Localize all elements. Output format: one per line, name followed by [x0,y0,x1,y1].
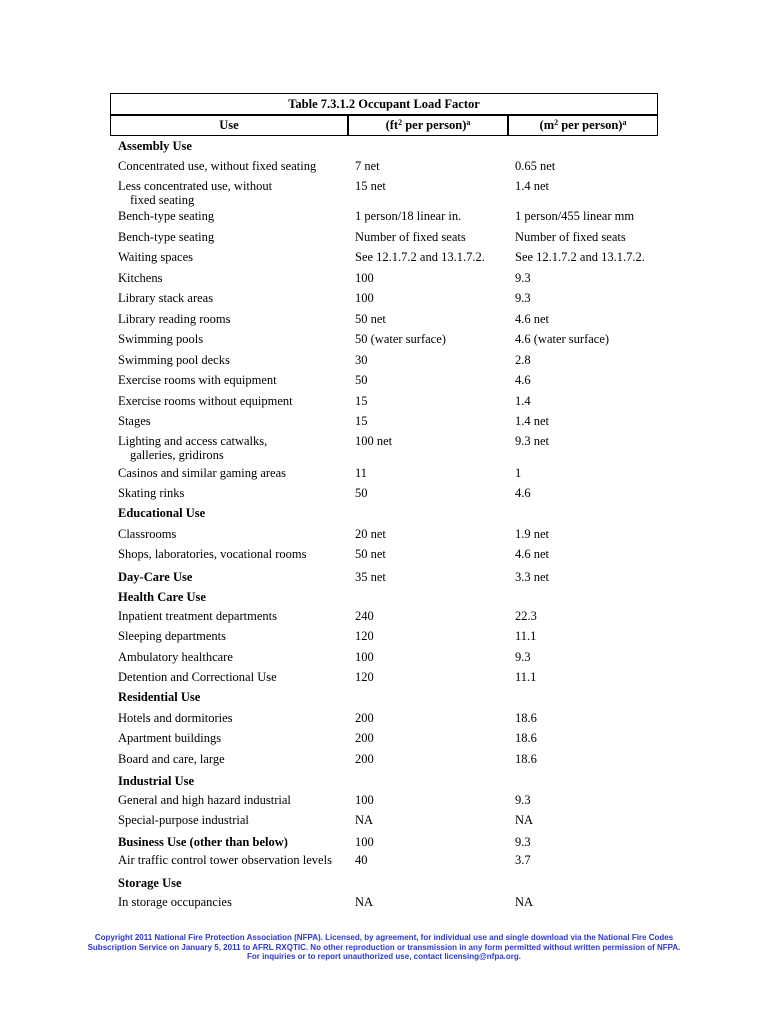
ft2-cell: 50 net [355,312,386,326]
use-text: Shops, laboratories, vocational rooms [118,547,307,561]
use-cell [118,650,350,664]
use-text: Business Use (other than below) [118,835,288,849]
m2-cell: NA [515,895,534,909]
ft2-cell: 15 [355,394,368,408]
use-text: Sleeping departments [118,629,226,643]
use-cell [118,853,350,867]
footer-line-2: Subscription Service on January 5, 2011 to AFRL RXQTIC. No other reproduction or transmission in any form permitted without written permission of NFPA. [87,942,681,952]
use-cell [118,629,350,643]
use-text: Board and care, large [118,752,225,766]
use-text: Air traffic control tower observation levels [118,853,332,867]
use-cell [118,291,350,305]
use-text: Less concentrated use, without [118,179,273,193]
ft2-cell: 1 person/18 linear in. [355,209,462,223]
use-text: Assembly Use [118,139,192,153]
use-text: Stages [118,414,151,428]
ft2-cell: NA [355,895,374,909]
use-text: Educational Use [118,506,206,520]
use-text: Hotels and dormitories [118,711,233,725]
use-cell [118,813,350,827]
use-cell [118,394,350,408]
use-text: Kitchens [118,271,163,285]
use-text: Swimming pools [118,332,204,346]
ft2-cell: 100 [355,271,374,285]
use-text: Bench-type seating [118,209,215,223]
ft2-cell: 20 net [355,527,386,541]
use-text: Ambulatory healthcare [118,650,233,664]
ft2-cell: 35 net [355,570,386,584]
m2-cell: 9.3 [515,793,531,807]
m2-cell: 4.6 net [515,547,550,561]
section-heading [118,570,350,584]
footer-line-3: For inquiries or to report unauthorized use, contact licensing@nfpa.org. [246,952,522,961]
header-ft2-post: per person) [402,118,467,132]
m2-cell: 22.3 [515,609,537,623]
ft2-cell: 50 (water surface) [355,332,446,346]
ft2-cell: 15 net [355,179,386,193]
use-cell [118,527,350,541]
ft2-cell: 15 [355,414,368,428]
ft2-cell: 100 [355,793,374,807]
use-cell [118,434,350,462]
use-text: Day-Care Use [118,570,193,584]
ft2-cell: 120 [355,629,374,643]
m2-cell: 4.6 net [515,312,550,326]
m2-cell: 1.4 [515,394,531,408]
use-text: Casinos and similar gaming areas [118,466,287,480]
ft2-cell: Number of fixed seats [355,230,466,244]
section-heading [118,506,350,520]
use-text: General and high hazard industrial [118,793,291,807]
ft2-cell: 240 [355,609,374,623]
use-text: Inpatient treatment departments [118,609,277,623]
m2-cell: 11.1 [515,629,537,643]
m2-cell: 9.3 [515,650,531,664]
footer-line-1: Copyright 2011 National Fire Protection Association (NFPA). Licensed, by agreement, for individual use and single download via the National Fire Codes [94,933,674,942]
section-heading [118,590,350,604]
m2-cell: 4.6 [515,486,531,500]
use-text: Concentrated use, without fixed seating [118,159,317,173]
ft2-cell: 30 [355,353,368,367]
m2-cell: NA [515,813,534,827]
header-ft2-pre: (ft [385,118,399,132]
m2-cell: 3.3 net [515,570,550,584]
ft2-cell: 120 [355,670,374,684]
ft2-cell: 100 [355,835,374,849]
ft2-cell: 50 [355,486,368,500]
use-cell [118,414,350,428]
use-text: In storage occupancies [118,895,232,909]
ft2-cell: See 12.1.7.2 and 13.1.7.2. [355,250,485,264]
use-cell [118,332,350,346]
use-cell [118,312,350,326]
use-cell [118,353,350,367]
use-cell [118,271,350,285]
column-header-use: Use [110,115,348,136]
use-text-continued: fixed seating [130,193,195,207]
ft2-cell: 7 net [355,159,380,173]
use-text: Library reading rooms [118,312,231,326]
use-cell [118,373,350,387]
header-ft2-note-mark: a [466,118,471,127]
use-text: Detention and Correctional Use [118,670,277,684]
use-cell [118,486,350,500]
ft2-cell: 100 net [355,434,393,448]
use-cell [118,793,350,807]
ft2-cell: NA [355,813,374,827]
m2-cell: See 12.1.7.2 and 13.1.7.2. [515,250,645,264]
m2-cell: 4.6 (water surface) [515,332,610,346]
m2-cell: 3.7 [515,853,531,867]
m2-cell: 18.6 [515,711,537,725]
m2-cell: 0.65 net [515,159,556,173]
section-heading [118,835,350,849]
ft2-cell: 200 [355,752,374,766]
m2-cell: 9.3 [515,835,531,849]
use-cell [118,752,350,766]
m2-cell: 9.3 [515,271,531,285]
use-text: Exercise rooms with equipment [118,373,277,387]
ft2-cell: 100 [355,650,374,664]
use-cell [118,159,350,173]
m2-cell: Number of fixed seats [515,230,626,244]
use-text: Library stack areas [118,291,214,305]
m2-cell: 1 [515,466,522,480]
ft2-cell: 50 [355,373,368,387]
m2-cell: 9.3 [515,291,531,305]
section-heading [118,690,350,704]
use-text: Lighting and access catwalks, [118,434,268,448]
use-text: Waiting spaces [118,250,194,264]
ft2-cell: 200 [355,711,374,725]
section-heading [118,774,350,788]
m2-cell: 18.6 [515,752,537,766]
use-cell [118,179,350,207]
use-cell [118,895,350,909]
m2-cell: 1.9 net [515,527,550,541]
m2-cell: 4.6 [515,373,531,387]
use-text: Special-purpose industrial [118,813,249,827]
use-cell [118,547,350,561]
ft2-cell: 200 [355,731,374,745]
header-m2-exponent: 2 [554,118,559,127]
table-title: Table 7.3.1.2 Occupant Load Factor [110,93,658,115]
copyright-footer [80,933,688,962]
use-text: Storage Use [118,876,182,890]
m2-cell: 18.6 [515,731,537,745]
ft2-cell: 11 [355,466,368,480]
use-cell [118,250,350,264]
use-text-continued: galleries, gridirons [130,448,224,462]
use-cell [118,466,350,480]
use-text: Classrooms [118,527,177,541]
use-cell [118,209,350,223]
ft2-cell: 40 [355,853,368,867]
use-text: Bench-type seating [118,230,215,244]
use-text: Residential Use [118,690,201,704]
m2-cell: 9.3 net [515,434,550,448]
use-text: Exercise rooms without equipment [118,394,293,408]
m2-cell: 1.4 net [515,414,550,428]
use-cell [118,731,350,745]
m2-cell: 11.1 [515,670,537,684]
use-cell [118,711,350,725]
m2-cell: 1 person/455 linear mm [515,209,635,223]
m2-cell: 2.8 [515,353,531,367]
m2-cell: 1.4 net [515,179,550,193]
use-text: Swimming pool decks [118,353,230,367]
header-m2-pre: (m [539,118,555,132]
use-text: Health Care Use [118,590,206,604]
use-cell [118,670,350,684]
section-heading [118,876,350,890]
use-text: Industrial Use [118,774,195,788]
header-m2-note-mark: a [622,118,627,127]
ft2-cell: 100 [355,291,374,305]
use-text: Apartment buildings [118,731,222,745]
ft2-cell: 50 net [355,547,386,561]
header-ft2-exponent: 2 [398,118,403,127]
use-text: Skating rinks [118,486,185,500]
header-m2-post: per person) [558,118,623,132]
use-cell [118,609,350,623]
section-heading [118,139,350,153]
use-cell [118,230,350,244]
